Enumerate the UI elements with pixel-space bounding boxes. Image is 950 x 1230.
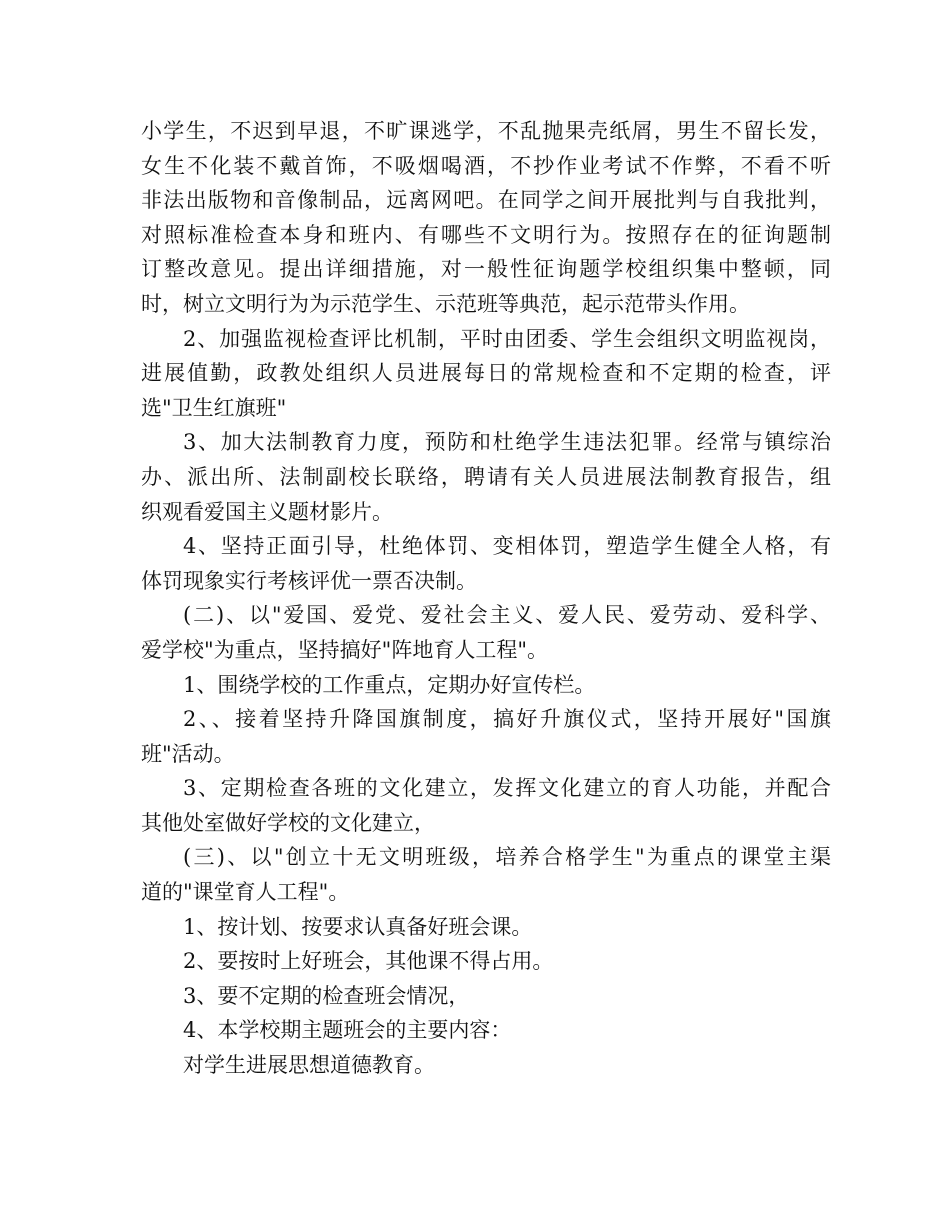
- text-line: 其他处室做好学校的文化建立，: [141, 810, 435, 835]
- text-line: 道的"课堂育人工程"。: [141, 880, 350, 905]
- text-line: 2、加强监视检查评比机制，平时由团委、学生会组织文明监视岗，: [183, 326, 831, 351]
- text-line: (二)、以"爱国、爱党、爱社会主义、爱人民、爱劳动、爱科学、: [183, 603, 831, 628]
- text-line: 办、派出所、法制副校长联络，聘请有关人员进展法制教育报告，组: [141, 464, 831, 489]
- text-line: 2、、接着坚持升降国旗制度，搞好升旗仪式，坚持开展好"国旗: [183, 707, 831, 732]
- text-line: 3、要不定期的检查班会情况，: [183, 983, 470, 1008]
- text-line: 订整改意见。提出详细措施，对一般性征询题学校组织集中整顿，同: [141, 257, 831, 282]
- text-line: 对照标准检查本身和班内、有哪些不文明行为。按照存在的征询题制: [141, 222, 831, 247]
- text-line: 1、按计划、按要求认真备好班会课。: [183, 914, 533, 939]
- text-line: 体罚现象实行考核评优一票否决制。: [141, 568, 477, 593]
- text-line: 2、要按时上好班会，其他课不得占用。: [183, 949, 554, 974]
- text-line: 非法出版物和音像制品，远离网吧。在同学之间开展批判与自我批判，: [141, 188, 831, 213]
- text-line: 时，树立文明行为为示范学生、示范班等典范，起示范带头作用。: [141, 291, 750, 316]
- text-line: 4、坚持正面引导，杜绝体罚、变相体罚，塑造学生健全人格，有: [183, 534, 831, 559]
- text-line: 4、本学校期主题班会的主要内容：: [183, 1018, 512, 1043]
- text-line: 小学生，不迟到早退，不旷课逃学，不乱抛果壳纸屑，男生不留长发，: [141, 119, 831, 143]
- text-line: 3、加大法制教育力度，预防和杜绝学生违法犯罪。经常与镇综治: [183, 430, 831, 455]
- document-page: [141, 114, 831, 1083]
- text-line: 1、围绕学校的工作重点，定期办好宣传栏。: [183, 672, 596, 697]
- text-line: 对学生进展思想道德教育。: [183, 1053, 435, 1078]
- text-line: 女生不化装不戴首饰，不吸烟喝酒，不抄作业考试不作弊，不看不听: [141, 153, 831, 178]
- text-line: 3、定期检查各班的文化建立，发挥文化建立的育人功能，并配合: [183, 776, 831, 801]
- text-line: 进展值勤，政教处组织人员进展每日的常规检查和不定期的检查，评: [141, 361, 831, 386]
- text-line: 爱学校"为重点，坚持搞好"阵地育人工程"。: [141, 637, 548, 662]
- text-line: 选"卫生红旗班": [141, 395, 287, 420]
- text-line: 织观看爱国主义题材影片。: [141, 499, 393, 524]
- text-line: 班"活动。: [141, 741, 235, 766]
- text-line: (三)、以"创立十无文明班级，培养合格学生"为重点的课堂主渠: [183, 845, 831, 870]
